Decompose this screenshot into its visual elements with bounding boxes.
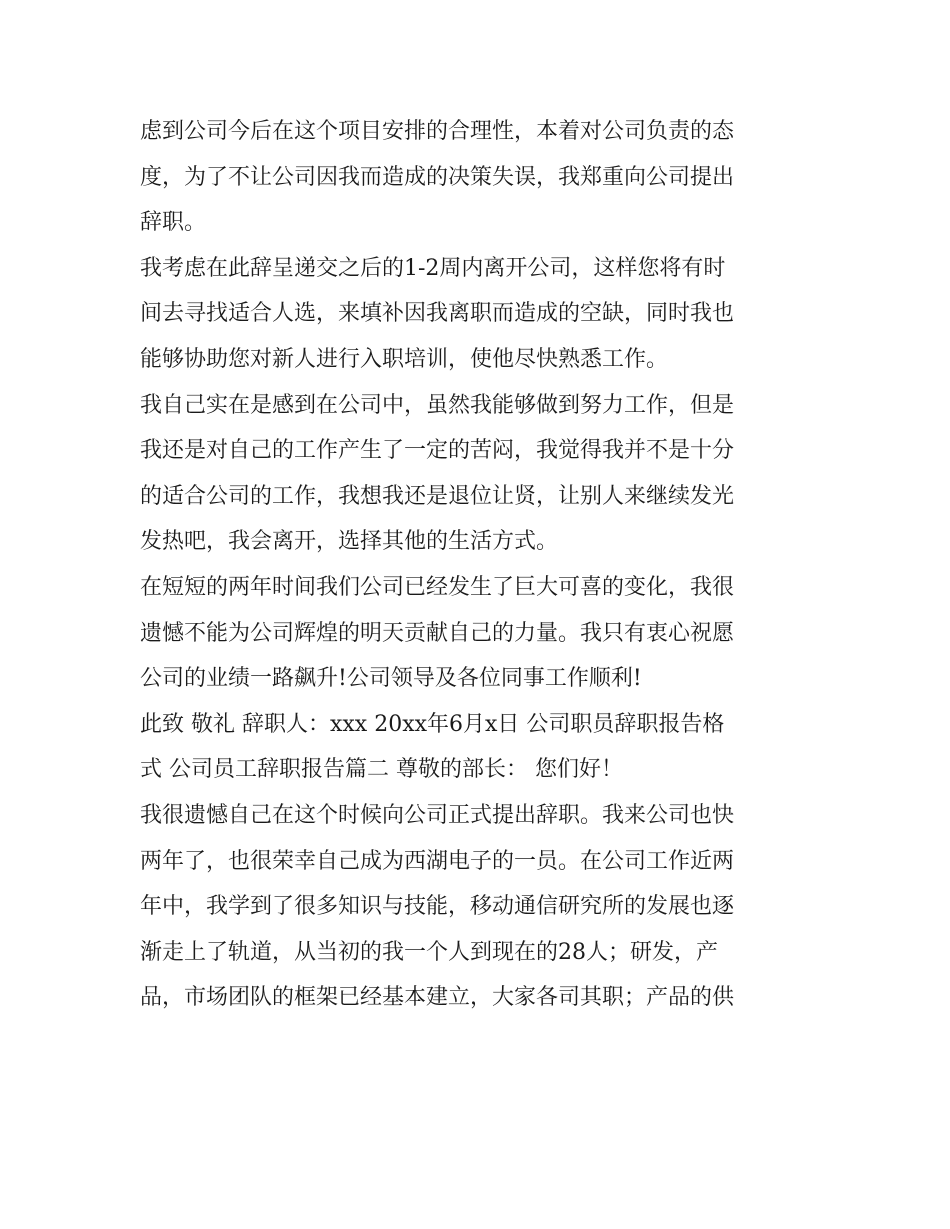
- text-line: 间去寻找适合人选，来填补因我离职而造成的空缺，同时我也: [140, 301, 735, 327]
- text-line: 在短短的两年时间我们公司已经发生了巨大可喜的变化，我很: [140, 574, 735, 600]
- document-body: [140, 109, 820, 1021]
- text-line: 我自己实在是感到在公司中，虽然我能够做到努力工作，但是: [140, 392, 735, 418]
- text-line: 我考虑在此辞呈递交之后的1-2周内离开公司，这样您将有时: [140, 255, 726, 281]
- text-line: 年中，我学到了很多知识与技能，移动通信研究所的发展也逐: [140, 894, 735, 920]
- text-line: 式 公司员工辞职报告篇二 尊敬的部长： 您们好！: [140, 757, 623, 783]
- text-line: 我很遗憾自己在这个时候向公司正式提出辞职。我来公司也快: [140, 802, 735, 828]
- text-line: 我还是对自己的工作产生了一定的苦闷，我觉得我并不是十分: [140, 438, 735, 464]
- text-line: 发热吧，我会离开，选择其他的生活方式。: [140, 529, 559, 555]
- text-line: 的适合公司的工作，我想我还是退位让贤，让别人来继续发光: [140, 483, 735, 509]
- text-line: 渐走上了轨道，从当初的我一个人到现在的28人；研发，产: [140, 939, 718, 965]
- text-line: 度，为了不让公司因我而造成的决策失误，我郑重向公司提出: [140, 164, 735, 190]
- text-line: 两年了，也很荣幸自己成为西湖电子的一员。在公司工作近两: [140, 848, 735, 874]
- text-line: 能够协助您对新人进行入职培训，使他尽快熟悉工作。: [140, 346, 669, 372]
- text-line: 辞职。: [140, 210, 207, 236]
- text-line: 公司的业绩一路飙升!公司领导及各位同事工作顺利!: [140, 666, 642, 692]
- text-line: 虑到公司今后在这个项目安排的合理性，本着对公司负责的态: [140, 119, 735, 144]
- text-line: 品，市场团队的框架已经基本建立，大家各司其职；产品的供: [140, 985, 735, 1011]
- text-line: 遗憾不能为公司辉煌的明天贡献自己的力量。我只有衷心祝愿: [140, 620, 735, 646]
- text-line: 此致 敬礼 辞职人：xxx 20xx年6月x日 公司职员辞职报告格: [140, 711, 725, 737]
